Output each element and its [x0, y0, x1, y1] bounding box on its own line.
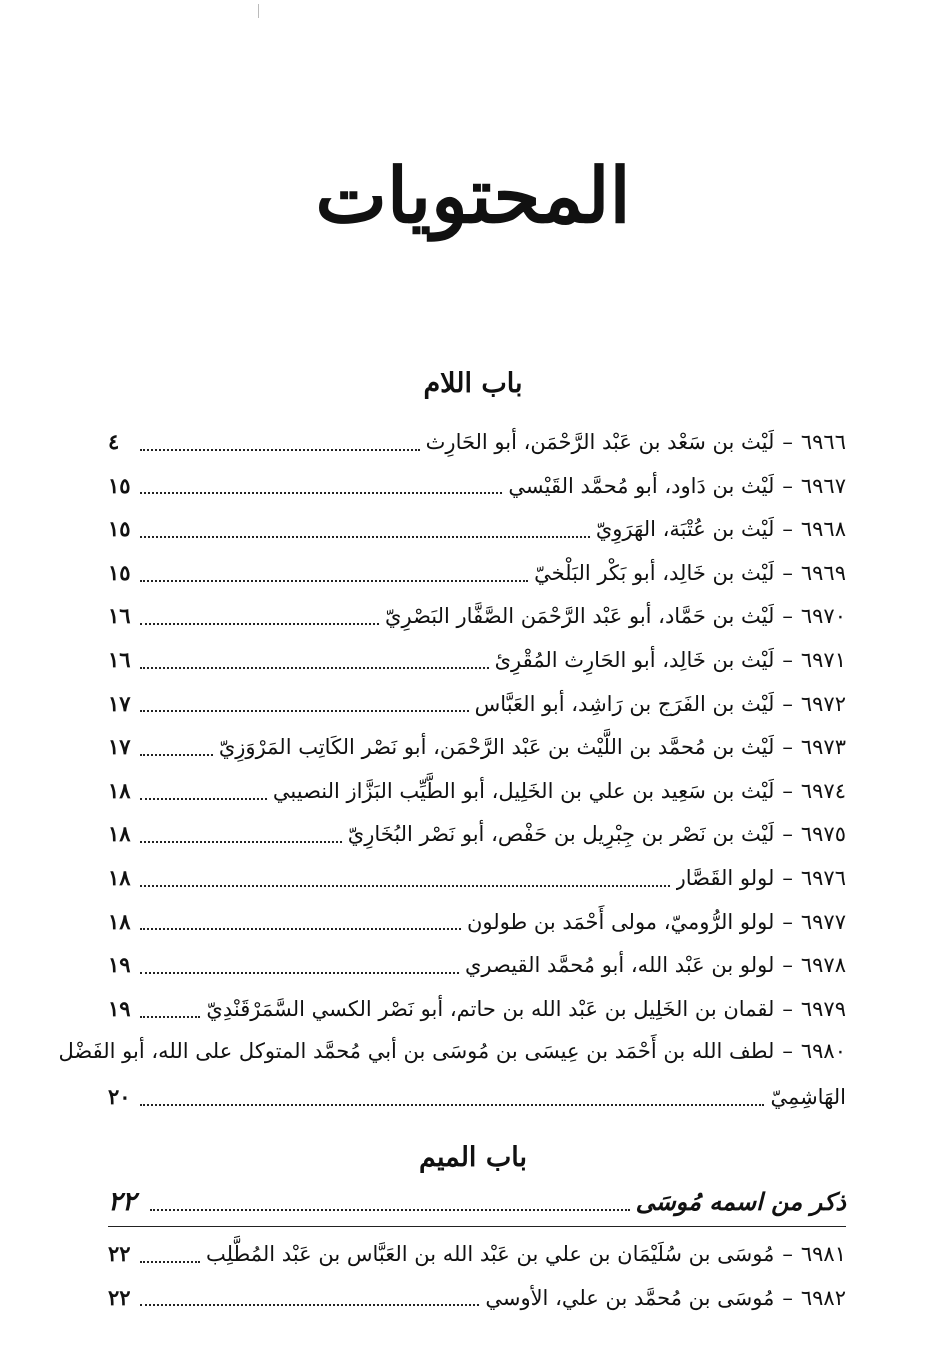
- entry-dash: –: [782, 473, 793, 498]
- dot-leader: [140, 885, 670, 887]
- entry-number: ٦٩٧٥: [800, 822, 846, 847]
- dot-leader: [140, 1261, 200, 1263]
- toc-entry[interactable]: [108, 682, 846, 726]
- entry-dash: –: [782, 996, 793, 1021]
- entry-dash: –: [782, 865, 793, 890]
- entry-title: لَيْث بن عُتْبَة، الهَرَوِيّ: [595, 517, 775, 542]
- entry-number: ٦٩٨٠: [800, 1039, 846, 1064]
- section-heading-lam: باب اللام: [423, 368, 523, 399]
- dot-leader: [140, 754, 213, 756]
- toc-entry[interactable]: [108, 551, 846, 595]
- dot-leader: [140, 492, 502, 494]
- dot-leader: [140, 798, 267, 800]
- toc-entry[interactable]: [108, 856, 846, 900]
- entry-title: لَيْث بن دَاود، أبو مُحمَّد القَيْسي: [508, 473, 775, 498]
- entry-number: ٦٩٧٣: [800, 735, 846, 760]
- dot-leader: [140, 449, 420, 451]
- entry-title: لَيْث بن الفَرَج بن رَاشِد، أبو العَبَّاس: [474, 691, 775, 716]
- subheading-musa[interactable]: [108, 1180, 846, 1224]
- toc-entry[interactable]: [108, 420, 846, 464]
- entry-title: لَيْث بن سَعِيد بن علي بن الخَلِيل، أبو الطَّيِّب البَزَّاز النصيبي: [272, 778, 775, 803]
- entry-dash: –: [782, 691, 793, 716]
- entry-page: ١٩: [108, 952, 131, 978]
- entry-number: ٦٩٧٨: [800, 953, 846, 978]
- entry-title: لَيْث بن خَالِد، أبو بَكْر البَلْخيّ: [534, 560, 775, 585]
- dot-leader: [140, 1016, 200, 1018]
- entry-dash: –: [782, 778, 793, 803]
- entry-dash: –: [782, 909, 793, 934]
- dot-leader: [140, 972, 459, 974]
- entry-dash: –: [782, 1242, 793, 1266]
- entry-title-line2: الهَاشِمِيّ: [770, 1084, 846, 1109]
- entry-page: ١٧: [108, 690, 131, 716]
- entry-page: ١٦: [108, 646, 131, 672]
- entry-title: لَيْث بن خَالِد، أبو الحَارِث المُقْرِئ: [494, 647, 775, 672]
- entry-page: ١٨: [108, 908, 131, 934]
- dot-leader: [140, 623, 379, 625]
- entry-number: ٦٩٧١: [800, 647, 846, 672]
- toc-entry[interactable]: [108, 987, 846, 1031]
- toc-entry[interactable]: [108, 594, 846, 638]
- entry-number: ٦٩٧٢: [800, 691, 846, 716]
- toc-entry[interactable]: [108, 769, 846, 813]
- toc-list-mim: [108, 1232, 846, 1319]
- entry-dash: –: [782, 735, 793, 760]
- entry-dash: –: [782, 647, 793, 672]
- dot-leader: [140, 928, 461, 930]
- entry-number: ٦٩٨١: [800, 1242, 846, 1266]
- entry-number: ٦٩٦٧: [800, 473, 846, 498]
- entry-page: ١٥: [108, 559, 131, 585]
- subheading-page: ٢٢: [108, 1187, 136, 1217]
- toc-entry[interactable]: [108, 638, 846, 682]
- toc-entry[interactable]: [108, 900, 846, 944]
- entry-dash: –: [782, 517, 793, 542]
- entry-dash: –: [782, 604, 793, 629]
- entry-title: لَيْث بن مُحمَّد بن اللَّيْث بن عَبْد الرَّحْمَن، أبو نَصْر الكَاتِب المَرْوَزِيّ: [218, 735, 775, 760]
- dot-leader: [140, 841, 342, 843]
- dot-leader: [140, 1104, 764, 1106]
- entry-page: ١٥: [108, 516, 131, 542]
- entry-number: ٦٩٧٧: [800, 909, 846, 934]
- entry-page: ٢٢: [108, 1284, 131, 1310]
- entry-page: ٢٠: [108, 1083, 131, 1109]
- section-heading-mim: باب الميم: [418, 1142, 527, 1173]
- dot-leader: [140, 536, 590, 538]
- toc-list-lam: [58, 420, 846, 1120]
- entry-number: ٦٩٧٩: [800, 996, 846, 1021]
- entry-dash: –: [782, 953, 793, 978]
- entry-number: ٦٩٦٩: [800, 560, 846, 585]
- entry-number: ٦٩٨٢: [800, 1285, 846, 1310]
- dot-leader: [140, 580, 528, 582]
- entry-page: ٢٢: [108, 1241, 131, 1266]
- entry-page: ٤: [108, 429, 120, 454]
- entry-dash: –: [782, 1039, 793, 1064]
- toc-entry-wrapped[interactable]: [58, 1030, 846, 1074]
- entry-page: ١٨: [108, 864, 131, 890]
- entry-page: ١٥: [108, 472, 131, 498]
- toc-entry[interactable]: [108, 943, 846, 987]
- entry-title: لولو الرُّوميّ، مولى أَحْمَد بن طولون: [466, 909, 775, 934]
- entry-dash: –: [782, 1285, 793, 1310]
- dot-leader: [140, 667, 489, 669]
- toc-entry[interactable]: [108, 507, 846, 551]
- entry-title: مُوسَى بن سُلَيْمَان بن علي بن عَبْد الله بن العَبَّاس بن عَبْد المُطَّلِب: [205, 1242, 775, 1266]
- page-title: المحتويات: [315, 151, 631, 240]
- entry-title: لَيْث بن سَعْد بن عَبْد الرَّحْمَن، أبو الحَارِث: [425, 430, 775, 454]
- page-mark: [258, 4, 259, 18]
- entry-number: ٦٩٧٠: [800, 604, 846, 629]
- entry-number: ٦٩٦٨: [800, 517, 846, 542]
- entry-title: لولو بن عَبْد الله، أبو مُحمَّد القيصري: [464, 953, 775, 978]
- entry-page: ١٦: [108, 603, 131, 629]
- entry-dash: –: [782, 560, 793, 585]
- dot-leader: [140, 710, 469, 712]
- entry-title: لَيْث بن نَصْر بن جِبْرِيل بن حَفْص، أبو نَصْر البُخَارِيّ: [347, 822, 775, 847]
- entry-title: مُوسَى بن مُحمَّد بن علي، الأوسي: [485, 1285, 775, 1310]
- subheading-rule: [108, 1226, 846, 1227]
- entry-number: ٦٩٧٤: [800, 778, 846, 803]
- entry-page: ١٩: [108, 995, 131, 1021]
- entry-page: ١٧: [108, 734, 131, 760]
- dot-leader: [140, 1304, 479, 1306]
- entry-title: لقمان بن الخَلِيل بن عَبْد الله بن حاتم، أبو نَصْر الكسي السَّمَرْقَنْدِيّ: [206, 996, 775, 1021]
- entry-title: لولو القَصَّار: [675, 865, 775, 890]
- entry-dash: –: [782, 822, 793, 847]
- toc-entry[interactable]: [108, 1232, 846, 1276]
- toc-entry[interactable]: [108, 464, 846, 508]
- entry-number: ٦٩٧٦: [800, 865, 846, 890]
- subheading-title: ذكر من اسمه مُوسَى: [635, 1187, 846, 1216]
- entry-page: ١٨: [108, 821, 131, 847]
- toc-entry[interactable]: [108, 725, 846, 769]
- dot-leader: [150, 1209, 630, 1211]
- toc-entry-wrapped-continuation[interactable]: [108, 1074, 846, 1120]
- entry-title: لَيْث بن حَمَّاد، أبو عَبْد الرَّحْمَن الصَّفَّار البَصْرِيّ: [385, 604, 775, 629]
- entry-dash: –: [782, 430, 793, 454]
- entry-title-line1: لطف الله بن أَحْمَد بن عِيسَى بن مُوسَى بن أبي مُحمَّد المتوكل على الله، أبو الفَضْل: [58, 1039, 775, 1064]
- entry-number: ٦٩٦٦: [800, 430, 846, 454]
- entry-page: ١٨: [108, 777, 131, 803]
- toc-entry[interactable]: [108, 1276, 846, 1320]
- toc-entry[interactable]: [108, 812, 846, 856]
